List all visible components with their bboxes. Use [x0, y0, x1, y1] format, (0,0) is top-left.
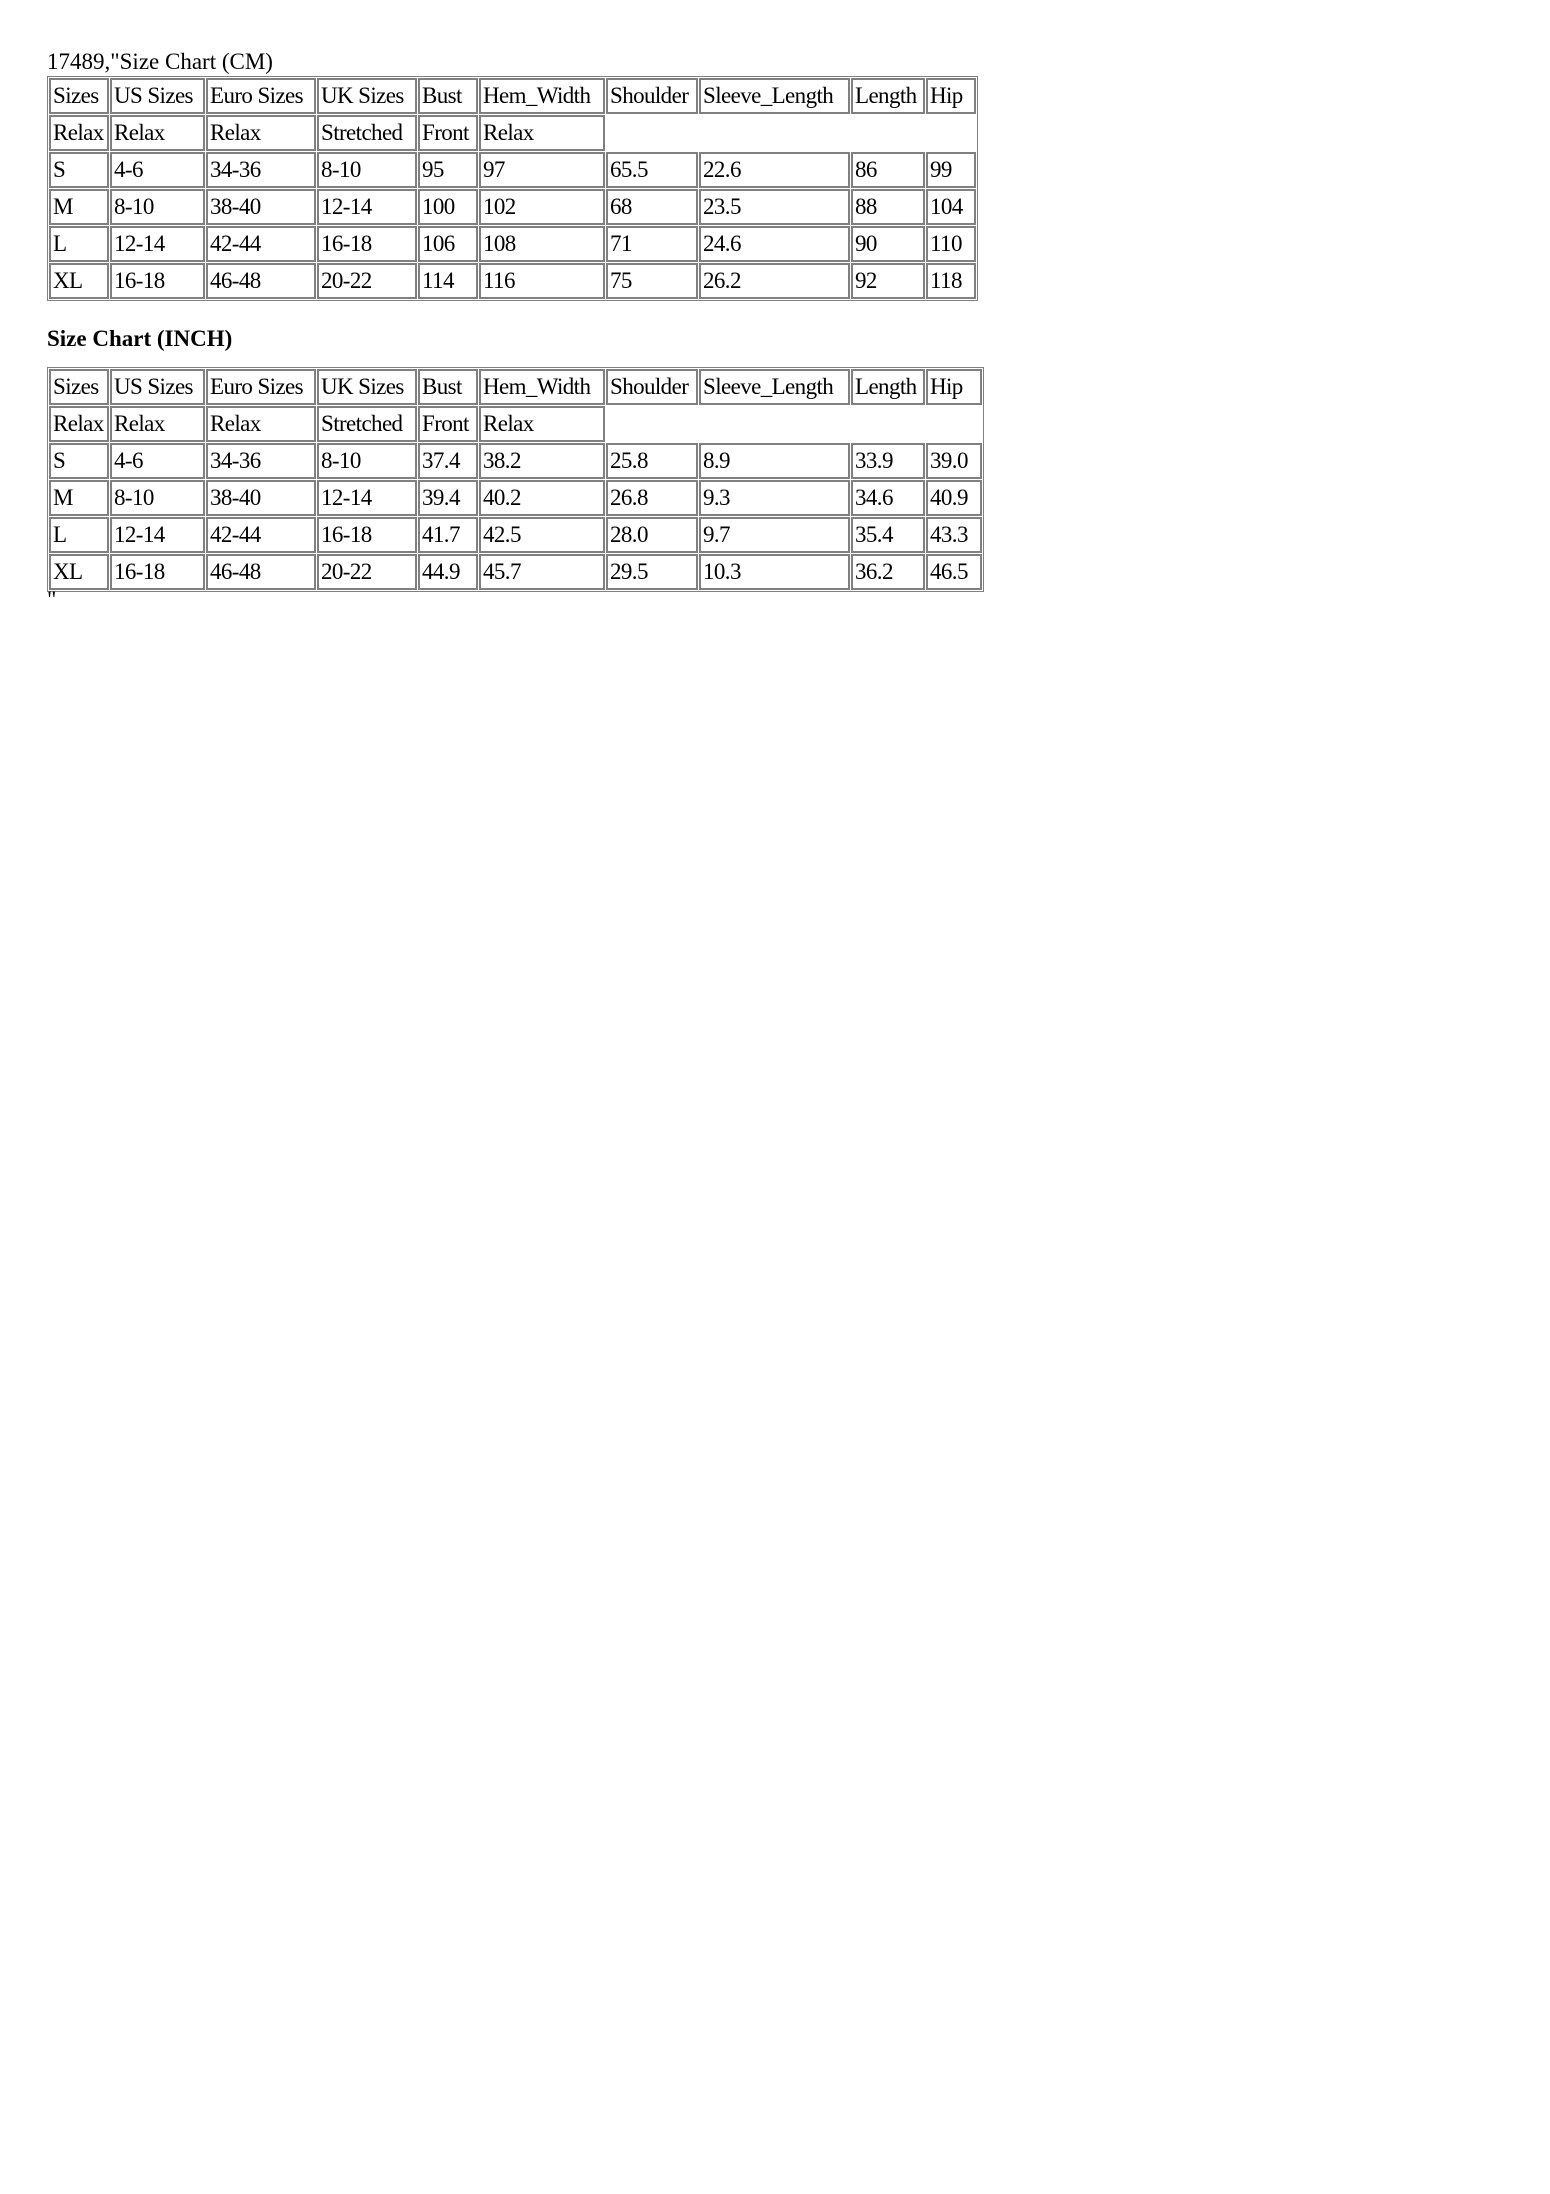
subheader-cell: Relax: [49, 406, 109, 442]
table-cell: 4-6: [110, 152, 205, 188]
subheader-cell: Relax: [206, 115, 316, 151]
table-cell: 71: [606, 226, 698, 262]
table-row: [49, 480, 982, 516]
table-subheader-row: [49, 115, 976, 151]
size-chart-cm-table: [47, 76, 978, 301]
table-cell: M: [49, 480, 109, 516]
subheader-cell: Stretched: [317, 406, 417, 442]
header-cell: Sleeve_Length: [699, 78, 850, 114]
subheader-cell: Relax: [49, 115, 109, 151]
header-cell: US Sizes: [110, 369, 205, 405]
table-cell: 39.0: [926, 443, 982, 479]
header-cell: Hip: [926, 78, 976, 114]
subheader-cell: Relax: [479, 406, 605, 442]
header-cell: Length: [851, 369, 925, 405]
table-cell: 46-48: [206, 554, 316, 590]
header-cell: Hip: [926, 369, 982, 405]
subheader-cell: Stretched: [317, 115, 417, 151]
subheader-cell: Front: [418, 406, 478, 442]
table-cell: 10.3: [699, 554, 850, 590]
table-cell: 97: [479, 152, 605, 188]
table-cell: 9.7: [699, 517, 850, 553]
header-cell: Shoulder: [606, 78, 698, 114]
table-cell: 25.8: [606, 443, 698, 479]
table-cell: 33.9: [851, 443, 925, 479]
table-cell: 110: [926, 226, 976, 262]
table-row: [49, 189, 976, 225]
table-cell: 46-48: [206, 263, 316, 299]
table-cell: S: [49, 443, 109, 479]
table-cell: 114: [418, 263, 478, 299]
table-cell: 12-14: [110, 517, 205, 553]
table-cell: 92: [851, 263, 925, 299]
table-cell: 16-18: [317, 226, 417, 262]
table-cell: 8-10: [317, 152, 417, 188]
table-cell: XL: [49, 263, 109, 299]
table-cell: 8-10: [110, 189, 205, 225]
table-cell: 88: [851, 189, 925, 225]
table-cell: 100: [418, 189, 478, 225]
table-cell: 39.4: [418, 480, 478, 516]
table-cell: 68: [606, 189, 698, 225]
header-cell: Hem_Width: [479, 78, 605, 114]
table-cell: 41.7: [418, 517, 478, 553]
table-cell: 22.6: [699, 152, 850, 188]
intro-line: 17489,"Size Chart (CM): [47, 49, 273, 74]
table-cell: 28.0: [606, 517, 698, 553]
table-cell: 104: [926, 189, 976, 225]
table-cell: 75: [606, 263, 698, 299]
table-cell: 45.7: [479, 554, 605, 590]
table-cell: 99: [926, 152, 976, 188]
table-cell: L: [49, 517, 109, 553]
subheader-cell: Relax: [110, 115, 205, 151]
table-cell: 102: [479, 189, 605, 225]
table-cell: 40.9: [926, 480, 982, 516]
table-cell: M: [49, 189, 109, 225]
table-cell: 86: [851, 152, 925, 188]
table-cell: 36.2: [851, 554, 925, 590]
table-cell: 8.9: [699, 443, 850, 479]
table-cell: 35.4: [851, 517, 925, 553]
table-cell: 12-14: [317, 480, 417, 516]
table-cell: 46.5: [926, 554, 982, 590]
table-cell: 40.2: [479, 480, 605, 516]
header-cell: UK Sizes: [317, 78, 417, 114]
header-cell: Sizes: [49, 369, 109, 405]
table-cell: 42-44: [206, 517, 316, 553]
table-cell: 37.4: [418, 443, 478, 479]
empty-cell: [606, 406, 982, 442]
closing-quote: ": [47, 587, 57, 612]
table-cell: 8-10: [317, 443, 417, 479]
table-row: [49, 443, 982, 479]
table-cell: 118: [926, 263, 976, 299]
header-cell: Bust: [418, 78, 478, 114]
table-cell: 24.6: [699, 226, 850, 262]
table-row: [49, 152, 976, 188]
table-cell: 44.9: [418, 554, 478, 590]
header-cell: UK Sizes: [317, 369, 417, 405]
empty-cell: [606, 115, 976, 151]
table-cell: 95: [418, 152, 478, 188]
table-cell: 34.6: [851, 480, 925, 516]
table-cell: 43.3: [926, 517, 982, 553]
table-cell: XL: [49, 554, 109, 590]
table-cell: 34-36: [206, 152, 316, 188]
table-header-row: [49, 78, 976, 114]
subheader-cell: Front: [418, 115, 478, 151]
header-cell: Euro Sizes: [206, 369, 316, 405]
table-cell: 116: [479, 263, 605, 299]
header-cell: Euro Sizes: [206, 78, 316, 114]
table-row: [49, 554, 982, 590]
table-cell: 20-22: [317, 554, 417, 590]
table-cell: 9.3: [699, 480, 850, 516]
table-cell: 29.5: [606, 554, 698, 590]
table-cell: 26.8: [606, 480, 698, 516]
table-cell: 8-10: [110, 480, 205, 516]
table-row: [49, 226, 976, 262]
table-subheader-row: [49, 406, 982, 442]
table-cell: 38.2: [479, 443, 605, 479]
table-cell: 65.5: [606, 152, 698, 188]
header-cell: Hem_Width: [479, 369, 605, 405]
inch-chart-heading: Size Chart (INCH): [47, 326, 233, 351]
header-cell: Sizes: [49, 78, 109, 114]
size-chart-inch-table: [47, 367, 984, 592]
table-cell: 106: [418, 226, 478, 262]
header-cell: Length: [851, 78, 925, 114]
table-cell: 16-18: [110, 263, 205, 299]
table-cell: 38-40: [206, 480, 316, 516]
table-cell: 90: [851, 226, 925, 262]
table-cell: 42-44: [206, 226, 316, 262]
table-cell: S: [49, 152, 109, 188]
header-cell: Sleeve_Length: [699, 369, 850, 405]
table-cell: 12-14: [317, 189, 417, 225]
table-row: [49, 263, 976, 299]
table-cell: 16-18: [317, 517, 417, 553]
table-cell: 108: [479, 226, 605, 262]
table-cell: 12-14: [110, 226, 205, 262]
table-cell: L: [49, 226, 109, 262]
table-cell: 26.2: [699, 263, 850, 299]
table-cell: 34-36: [206, 443, 316, 479]
table-cell: 20-22: [317, 263, 417, 299]
header-cell: US Sizes: [110, 78, 205, 114]
table-header-row: [49, 369, 982, 405]
table-cell: 4-6: [110, 443, 205, 479]
header-cell: Shoulder: [606, 369, 698, 405]
table-row: [49, 517, 982, 553]
header-cell: Bust: [418, 369, 478, 405]
table-cell: 42.5: [479, 517, 605, 553]
subheader-cell: Relax: [206, 406, 316, 442]
subheader-cell: Relax: [110, 406, 205, 442]
table-cell: 23.5: [699, 189, 850, 225]
document-body: [47, 48, 984, 612]
table-cell: 38-40: [206, 189, 316, 225]
table-cell: 16-18: [110, 554, 205, 590]
subheader-cell: Relax: [479, 115, 605, 151]
